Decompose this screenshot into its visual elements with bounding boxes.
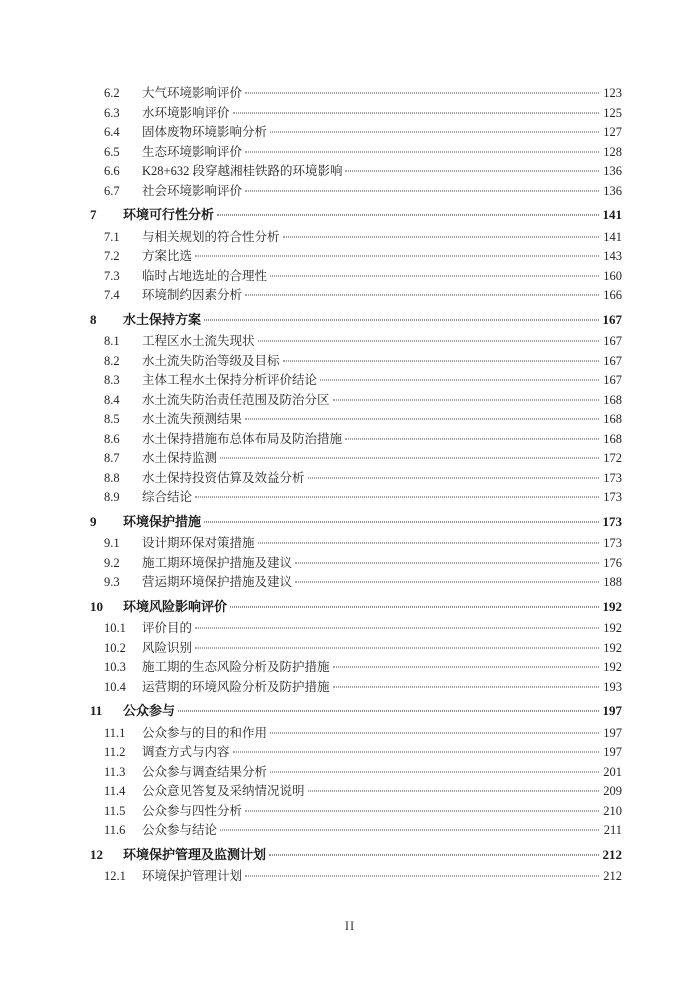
toc-sub-entry <box>90 639 622 659</box>
entry-page: 168 <box>603 431 622 446</box>
toc-sub-entry <box>90 410 622 430</box>
entry-number: 9.3 <box>104 575 120 589</box>
toc-sub-entry <box>90 228 622 248</box>
dot-leader <box>270 275 599 276</box>
footer-page-number: II <box>344 919 356 933</box>
entry-number: 11.2 <box>104 745 126 759</box>
toc-sub-entry <box>90 534 622 554</box>
entry-title: 临时占地选址的合理性 <box>142 268 268 283</box>
entry-number: 10 <box>90 598 103 614</box>
dot-leader <box>345 438 599 439</box>
entry-page: 125 <box>603 105 622 120</box>
toc-section-entry <box>90 701 622 721</box>
toc-sub-entry <box>90 658 622 678</box>
dot-leader <box>270 771 599 772</box>
entry-page: 166 <box>603 288 622 302</box>
entry-title: 固体废物环境影响分析 <box>142 125 268 139</box>
entry-page: 209 <box>603 784 622 798</box>
toc-sub-entry <box>90 782 622 802</box>
entry-title: 水土保持投资估算及效益分析 <box>142 470 305 485</box>
entry-page: 192 <box>603 640 622 655</box>
entry-title: 公众参与结论 <box>142 823 218 837</box>
dot-leader <box>230 606 599 607</box>
toc-sub-entry <box>90 267 622 287</box>
toc-sub-entry <box>90 573 622 593</box>
entry-number: 6.7 <box>104 183 120 198</box>
dot-leader <box>283 236 599 237</box>
toc-sub-entry <box>90 619 622 639</box>
entry-number: 10.1 <box>104 621 126 635</box>
entry-number: 7.1 <box>104 229 120 244</box>
toc-section-entry <box>90 512 622 532</box>
entry-number: 11.6 <box>104 823 126 837</box>
entry-number: 8.2 <box>104 353 120 368</box>
entry-number: 10.4 <box>104 679 126 694</box>
entry-page: 168 <box>603 392 622 407</box>
dot-leader <box>345 171 599 172</box>
entry-title: 环境保护管理及监测计划 <box>123 846 267 862</box>
toc-sub-entry <box>90 182 622 202</box>
entry-number: 11.3 <box>104 764 126 779</box>
toc-section-entry <box>90 205 622 225</box>
dot-leader <box>270 132 599 133</box>
toc-sub-entry <box>90 143 622 163</box>
entry-page: 167 <box>603 334 622 348</box>
entry-page: 212 <box>602 846 622 862</box>
entry-title: 方案比选 <box>142 249 193 263</box>
entry-title: 公众参与 <box>123 703 176 718</box>
entry-title: 调查方式与内容 <box>142 745 230 759</box>
toc-sub-entry <box>90 84 622 104</box>
toc-sub-entry <box>90 123 622 143</box>
entry-title: 环境保护措施 <box>123 513 202 529</box>
entry-number: 8.3 <box>104 373 120 387</box>
entry-page: 188 <box>603 575 622 589</box>
toc-sub-entry <box>90 867 622 887</box>
entry-title: 公众参与调查结果分析 <box>142 764 268 779</box>
entry-title: 环境制约因素分析 <box>142 288 243 302</box>
entry-page: 143 <box>603 249 622 263</box>
entry-title: 环境可行性分析 <box>123 207 215 222</box>
entry-title: 风险识别 <box>142 640 193 655</box>
entry-number: 11.1 <box>104 725 126 740</box>
dot-leader <box>245 810 599 811</box>
entry-number: 9 <box>90 513 97 529</box>
entry-number: 8.1 <box>104 334 120 348</box>
dot-leader <box>195 628 599 629</box>
entry-page: 173 <box>603 536 622 550</box>
entry-page: 160 <box>603 268 622 283</box>
entry-title: 水土保持措施布总体布局及防治措施 <box>142 431 343 446</box>
entry-number: 11.4 <box>104 784 126 798</box>
entry-title: 施工期环境保护措施及建议 <box>142 555 293 570</box>
dot-leader <box>333 399 599 400</box>
entry-number: 7.2 <box>104 249 120 263</box>
entry-title: 工程区水土流失现状 <box>142 334 255 348</box>
entry-page: 136 <box>603 183 622 198</box>
dot-leader <box>269 854 599 855</box>
entry-title: 水土保持监测 <box>142 451 218 465</box>
toc-sub-entry <box>90 449 622 469</box>
entry-title: 公众参与的目的和作用 <box>142 725 268 740</box>
entry-title: 生态环境影响评价 <box>142 144 243 159</box>
toc-section-entry <box>90 310 622 330</box>
dot-leader <box>178 711 599 712</box>
entry-title: 水土流失预测结果 <box>142 412 243 426</box>
entry-page: 141 <box>602 207 622 222</box>
toc-sub-entry <box>90 678 622 698</box>
dot-leader <box>233 752 599 753</box>
dot-leader <box>245 151 599 152</box>
entry-number: 12.1 <box>104 869 126 883</box>
toc-sub-entry <box>90 104 622 124</box>
entry-page: 136 <box>603 164 622 178</box>
dot-leader <box>204 521 599 522</box>
entry-number: 6.6 <box>104 164 120 178</box>
entry-title: 水土流失防治等级及目标 <box>142 353 280 368</box>
entry-number: 11.5 <box>104 803 126 818</box>
toc-sub-entry <box>90 352 622 372</box>
dot-leader <box>308 477 599 478</box>
dot-leader <box>333 686 599 687</box>
toc-section-entry <box>90 845 622 865</box>
dot-leader <box>195 647 599 648</box>
toc-sub-entry <box>90 469 622 489</box>
dot-leader <box>295 562 599 563</box>
entry-number: 9.2 <box>104 555 120 570</box>
entry-title: 主体工程水土保持分析评价结论 <box>142 373 318 387</box>
entry-page: 210 <box>603 803 622 818</box>
entry-number: 12 <box>90 846 103 862</box>
entry-page: 128 <box>603 144 622 159</box>
dot-leader <box>245 295 599 296</box>
dot-leader <box>195 497 599 498</box>
entry-page: 197 <box>603 745 622 759</box>
entry-page: 201 <box>603 764 622 779</box>
toc-sub-entry <box>90 743 622 763</box>
toc-sub-entry <box>90 391 622 411</box>
dot-leader <box>283 360 599 361</box>
entry-page: 173 <box>602 513 622 529</box>
entry-page: 168 <box>603 412 622 426</box>
entry-title: 综合结论 <box>142 490 193 504</box>
dot-leader <box>220 458 599 459</box>
entry-page: 173 <box>603 490 622 504</box>
dot-leader <box>220 830 599 831</box>
entry-number: 7 <box>90 207 97 222</box>
dot-leader <box>295 582 599 583</box>
entry-number: 10.2 <box>104 640 126 655</box>
entry-title: 公众意见答复及采纳情况说明 <box>142 784 305 798</box>
entry-page: 192 <box>602 598 622 614</box>
entry-page: 123 <box>603 86 622 100</box>
toc-list <box>90 84 622 887</box>
dot-leader <box>258 341 599 342</box>
toc-sub-entry <box>90 371 622 391</box>
dot-leader <box>195 256 599 257</box>
dot-leader <box>204 319 599 320</box>
entry-number: 8.5 <box>104 412 120 426</box>
dot-leader <box>320 380 599 381</box>
entry-title: 水土保持方案 <box>123 311 202 327</box>
dot-leader <box>308 791 599 792</box>
entry-title: 与相关规划的符合性分析 <box>142 229 280 244</box>
entry-title: 水土流失防治责任范围及防治分区 <box>142 392 330 407</box>
entry-title: 施工期的生态风险分析及防护措施 <box>142 660 330 674</box>
entry-page: 211 <box>603 823 622 837</box>
entry-number: 8.9 <box>104 490 120 504</box>
entry-title: 大气环境影响评价 <box>142 86 243 100</box>
entry-number: 8.4 <box>104 392 120 407</box>
entry-page: 192 <box>603 621 622 635</box>
toc-sub-entry <box>90 554 622 574</box>
entry-page: 141 <box>603 229 622 244</box>
entry-page: 212 <box>603 869 622 883</box>
toc-sub-entry <box>90 430 622 450</box>
entry-number: 6.3 <box>104 105 120 120</box>
entry-page: 176 <box>603 555 622 570</box>
entry-page: 167 <box>602 311 622 327</box>
toc-sub-entry <box>90 821 622 841</box>
entry-number: 8.8 <box>104 470 120 485</box>
entry-number: 7.3 <box>104 268 120 283</box>
entry-page: 197 <box>602 703 622 718</box>
entry-number: 11 <box>90 703 103 718</box>
dot-leader <box>270 732 599 733</box>
toc-sub-entry <box>90 162 622 182</box>
entry-page: 192 <box>603 660 622 674</box>
toc-sub-entry <box>90 332 622 352</box>
entry-title: 环境风险影响评价 <box>123 598 228 614</box>
entry-title: K28+632 段穿越湘桂铁路的环境影响 <box>142 164 343 178</box>
toc-sub-entry <box>90 488 622 508</box>
entry-number: 8 <box>90 311 97 327</box>
entry-page: 167 <box>603 373 622 387</box>
toc-sub-entry <box>90 724 622 744</box>
entry-number: 8.7 <box>104 451 120 465</box>
dot-leader <box>245 876 599 877</box>
dot-leader <box>233 112 599 113</box>
toc-sub-entry <box>90 247 622 267</box>
entry-number: 6.4 <box>104 125 120 139</box>
entry-page: 173 <box>603 470 622 485</box>
dot-leader <box>245 419 599 420</box>
toc-sub-entry <box>90 763 622 783</box>
entry-title: 环境保护管理计划 <box>142 869 243 883</box>
entry-title: 社会环境影响评价 <box>142 183 243 198</box>
entry-number: 7.4 <box>104 288 120 302</box>
entry-number: 9.1 <box>104 536 120 550</box>
entry-title: 设计期环保对策措施 <box>142 536 255 550</box>
entry-title: 运营期的环境风险分析及防护措施 <box>142 679 330 694</box>
entry-title: 营运期环境保护措施及建议 <box>142 575 293 589</box>
dot-leader <box>245 190 599 191</box>
entry-number: 10.3 <box>104 660 126 674</box>
entry-page: 172 <box>603 451 622 465</box>
toc-sub-entry <box>90 802 622 822</box>
dot-leader <box>258 543 599 544</box>
dot-leader <box>217 215 599 216</box>
toc-section-entry <box>90 597 622 617</box>
entry-title: 公众参与四性分析 <box>142 803 243 818</box>
entry-number: 6.2 <box>104 86 120 100</box>
entry-title: 评价目的 <box>142 621 193 635</box>
entry-number: 6.5 <box>104 144 120 159</box>
dot-leader <box>245 93 599 94</box>
entry-number: 8.6 <box>104 431 120 446</box>
entry-page: 127 <box>603 125 622 139</box>
toc-sub-entry <box>90 286 622 306</box>
entry-title: 水环境影响评价 <box>142 105 230 120</box>
entry-page: 197 <box>603 725 622 740</box>
dot-leader <box>333 667 599 668</box>
entry-page: 193 <box>603 679 622 694</box>
entry-page: 167 <box>603 353 622 368</box>
